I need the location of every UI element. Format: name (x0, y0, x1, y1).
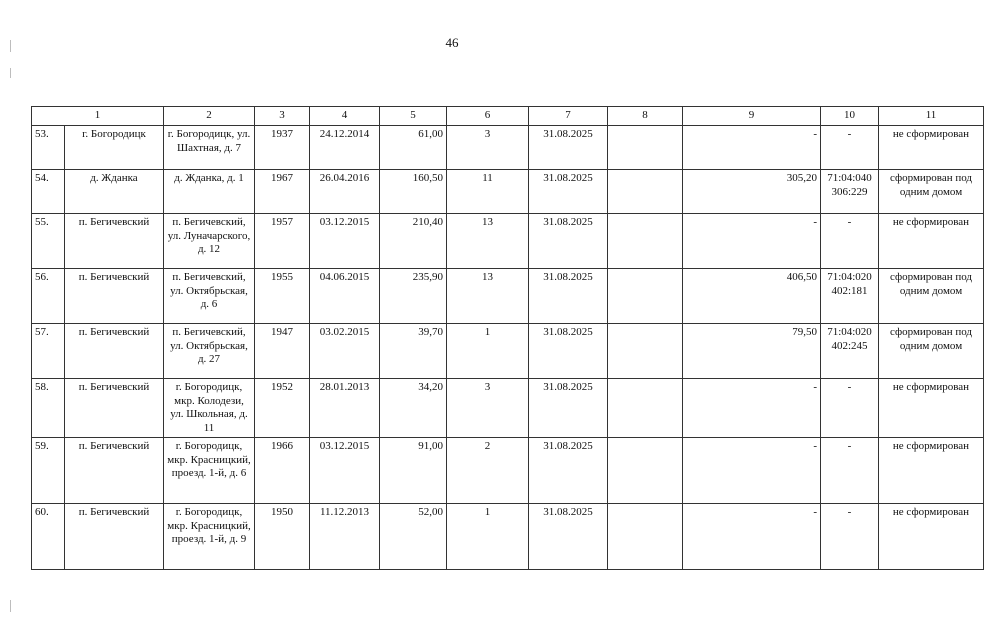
cadastral-cell: - (821, 214, 879, 269)
plot-area-cell: 305,20 (683, 170, 821, 214)
locality-cell: п. Бегичевский (65, 214, 164, 269)
residents-cell: 1 (447, 324, 529, 379)
col8-cell (608, 269, 683, 324)
col8-cell (608, 170, 683, 214)
year-cell: 1966 (255, 438, 310, 504)
residents-cell: 1 (447, 504, 529, 570)
address-cell: г. Богородицк, ул. Шахтная, д. 7 (164, 126, 255, 170)
plot-area-cell: 406,50 (683, 269, 821, 324)
locality-cell: п. Бегичевский (65, 269, 164, 324)
cadastral-cell: - (821, 438, 879, 504)
col8-cell (608, 438, 683, 504)
area-cell: 160,50 (380, 170, 447, 214)
year-cell: 1950 (255, 504, 310, 570)
col8-cell (608, 379, 683, 438)
address-cell: п. Бегичевский, ул. Октябрьская, д. 27 (164, 324, 255, 379)
col8-cell (608, 126, 683, 170)
area-cell: 39,70 (380, 324, 447, 379)
col8-cell (608, 214, 683, 269)
residents-cell: 3 (447, 126, 529, 170)
relocation-date-cell: 31.08.2025 (529, 269, 608, 324)
date-cell: 28.01.2013 (310, 379, 380, 438)
status-cell: не сформирован (879, 126, 984, 170)
address-cell: г. Богородицк, мкр. Колодези, ул. Школьная, д. 11 (164, 379, 255, 438)
cadastral-cell: 71:04:020 402:181 (821, 269, 879, 324)
plot-area-cell: - (683, 438, 821, 504)
table-row (32, 170, 984, 214)
relocation-date-cell: 31.08.2025 (529, 324, 608, 379)
plot-area-cell: 79,50 (683, 324, 821, 379)
row-number: 55. (32, 214, 65, 269)
cadastral-cell: 71:04:020 402:245 (821, 324, 879, 379)
header-col-6: 6 (447, 107, 529, 126)
relocation-date-cell: 31.08.2025 (529, 379, 608, 438)
margin-mark-1 (10, 40, 11, 52)
address-cell: д. Жданка, д. 1 (164, 170, 255, 214)
header-col-7: 7 (529, 107, 608, 126)
row-number: 60. (32, 504, 65, 570)
status-cell: сформирован под одним домом (879, 324, 984, 379)
table-row (32, 126, 984, 170)
col8-cell (608, 324, 683, 379)
row-number: 59. (32, 438, 65, 504)
margin-mark-2 (10, 68, 11, 78)
area-cell: 34,20 (380, 379, 447, 438)
table-row (32, 214, 984, 269)
cadastral-cell: - (821, 126, 879, 170)
row-number: 53. (32, 126, 65, 170)
row-number: 56. (32, 269, 65, 324)
year-cell: 1967 (255, 170, 310, 214)
row-number: 58. (32, 379, 65, 438)
residents-cell: 3 (447, 379, 529, 438)
header-col-8: 8 (608, 107, 683, 126)
address-cell: г. Богородицк, мкр. Красницкий, проезд. 1-й, д. 6 (164, 438, 255, 504)
locality-cell: п. Бегичевский (65, 438, 164, 504)
cadastral-cell: - (821, 504, 879, 570)
cadastral-cell: - (821, 379, 879, 438)
relocation-date-cell: 31.08.2025 (529, 438, 608, 504)
area-cell: 91,00 (380, 438, 447, 504)
year-cell: 1937 (255, 126, 310, 170)
header-col-9: 9 (683, 107, 821, 126)
date-cell: 03.12.2015 (310, 438, 380, 504)
locality-cell: п. Бегичевский (65, 324, 164, 379)
date-cell: 04.06.2015 (310, 269, 380, 324)
year-cell: 1957 (255, 214, 310, 269)
date-cell: 26.04.2016 (310, 170, 380, 214)
table-row (32, 504, 984, 570)
margin-mark-3 (10, 600, 11, 612)
plot-area-cell: - (683, 214, 821, 269)
status-cell: не сформирован (879, 379, 984, 438)
area-cell: 235,90 (380, 269, 447, 324)
header-col-2: 2 (164, 107, 255, 126)
row-number: 54. (32, 170, 65, 214)
residents-cell: 11 (447, 170, 529, 214)
locality-cell: п. Бегичевский (65, 379, 164, 438)
address-cell: г. Богородицк, мкр. Красницкий, проезд. 1-й, д. 9 (164, 504, 255, 570)
header-col-3: 3 (255, 107, 310, 126)
area-cell: 52,00 (380, 504, 447, 570)
header-col-1: 1 (32, 107, 164, 126)
date-cell: 24.12.2014 (310, 126, 380, 170)
plot-area-cell: - (683, 379, 821, 438)
status-cell: не сформирован (879, 504, 984, 570)
residents-cell: 2 (447, 438, 529, 504)
col8-cell (608, 504, 683, 570)
table-row (32, 438, 984, 504)
header-col-11: 11 (879, 107, 984, 126)
status-cell: не сформирован (879, 214, 984, 269)
row-number: 57. (32, 324, 65, 379)
address-cell: п. Бегичевский, ул. Луначарского, д. 12 (164, 214, 255, 269)
table-row (32, 269, 984, 324)
date-cell: 11.12.2013 (310, 504, 380, 570)
header-col-4: 4 (310, 107, 380, 126)
status-cell: сформирован под одним домом (879, 269, 984, 324)
year-cell: 1952 (255, 379, 310, 438)
cadastral-cell: 71:04:040 306:229 (821, 170, 879, 214)
page-number: 46 (445, 35, 459, 50)
relocation-date-cell: 31.08.2025 (529, 214, 608, 269)
housing-registry-table (31, 106, 984, 570)
locality-cell: п. Бегичевский (65, 504, 164, 570)
plot-area-cell: - (683, 504, 821, 570)
header-col-5: 5 (380, 107, 447, 126)
address-cell: п. Бегичевский, ул. Октябрьская, д. 6 (164, 269, 255, 324)
header-row (32, 107, 984, 126)
status-cell: не сформирован (879, 438, 984, 504)
locality-cell: д. Жданка (65, 170, 164, 214)
relocation-date-cell: 31.08.2025 (529, 126, 608, 170)
year-cell: 1955 (255, 269, 310, 324)
plot-area-cell: - (683, 126, 821, 170)
date-cell: 03.02.2015 (310, 324, 380, 379)
residents-cell: 13 (447, 269, 529, 324)
relocation-date-cell: 31.08.2025 (529, 504, 608, 570)
status-cell: сформирован под одним домом (879, 170, 984, 214)
date-cell: 03.12.2015 (310, 214, 380, 269)
header-col-10: 10 (821, 107, 879, 126)
year-cell: 1947 (255, 324, 310, 379)
table-row (32, 379, 984, 438)
area-cell: 61,00 (380, 126, 447, 170)
locality-cell: г. Богородицк (65, 126, 164, 170)
table-row (32, 324, 984, 379)
area-cell: 210,40 (380, 214, 447, 269)
relocation-date-cell: 31.08.2025 (529, 170, 608, 214)
residents-cell: 13 (447, 214, 529, 269)
